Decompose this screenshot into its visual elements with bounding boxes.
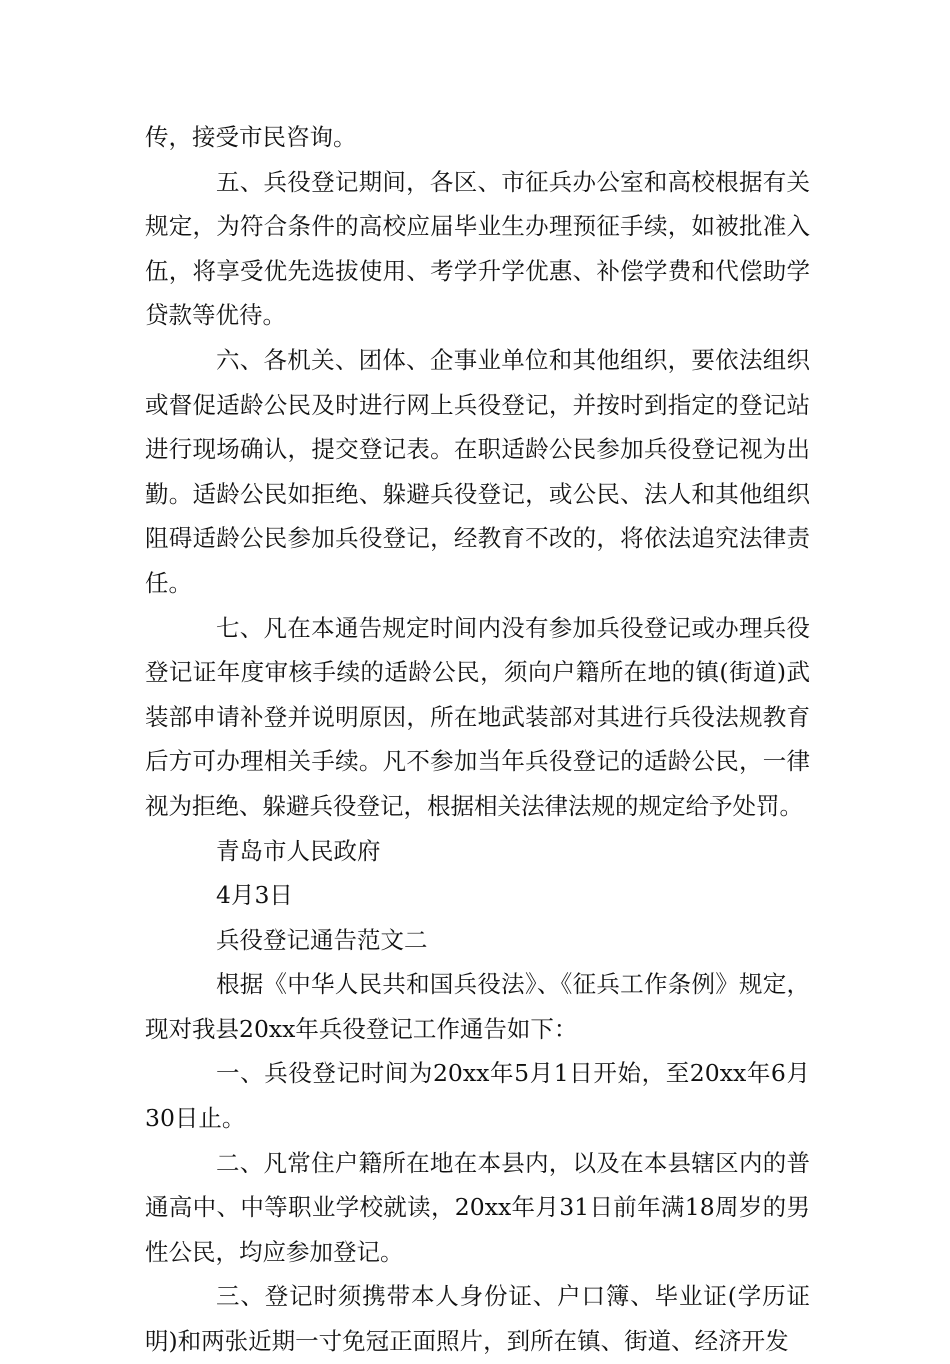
paragraph-continuation: 传，接受市民咨询。 — [145, 123, 357, 151]
issuer-name: 青岛市人民政府 — [216, 836, 381, 865]
paragraph-item-1: 一、兵役登记时间为20xx年5月1日开始，至20xx年6月30日止。 — [145, 1059, 810, 1133]
paragraph-item-7: 七、凡在本通告规定时间内没有参加兵役登记或办理兵役登记证年度审核手续的适龄公民，须向户籍所在地的镇(街道)武装部申请补登并说明原因，所在地武装部对其进行兵役法规教育后方可办理相关手续。凡不参加当年兵役登记的适龄公民，一律视为拒绝、躲避兵役登记，根据相关法律法规的规定给予处罚。 — [145, 613, 810, 820]
paragraph-item-2: 二、凡常住户籍所在地在本县内，以及在本县辖区内的普通高中、中等职业学校就读，20xx年月31日前年满18周岁的男性公民，均应参加登记。 — [145, 1148, 810, 1266]
issue-date: 4月3日 — [216, 881, 293, 910]
paragraph-item-6: 六、各机关、团体、企事业单位和其他组织，要依法组织或督促适龄公民及时进行网上兵役登记，并按时到指定的登记站进行现场确认，提交登记表。在职适龄公民参加兵役登记视为出勤。适龄公民如拒绝、躲避兵役登记，或公民、法人和其他组织阻碍适龄公民参加兵役登记，经教育不改的，将依法追究法律责任。 — [145, 345, 810, 597]
document-body — [145, 115, 810, 1364]
paragraph-item-5: 五、兵役登记期间，各区、市征兵办公室和高校根据有关规定，为符合条件的高校应届毕业生办理预征手续，如被批准入伍，将享受优先选拔使用、考学升学优惠、补偿学费和代偿助学贷款等优待。 — [145, 167, 810, 330]
paragraph-item-3: 三、登记时须携带本人身份证、户口簿、毕业证(学历证明)和两张近期一寸免冠正面照片，到所在镇、街道、经济开发 — [145, 1282, 810, 1356]
section-title: 兵役登记通告范文二 — [216, 925, 428, 954]
paragraph-intro: 根据《中华人民共和国兵役法》、《征兵工作条例》规定，现对我县20xx年兵役登记工作通告如下： — [145, 970, 810, 1043]
